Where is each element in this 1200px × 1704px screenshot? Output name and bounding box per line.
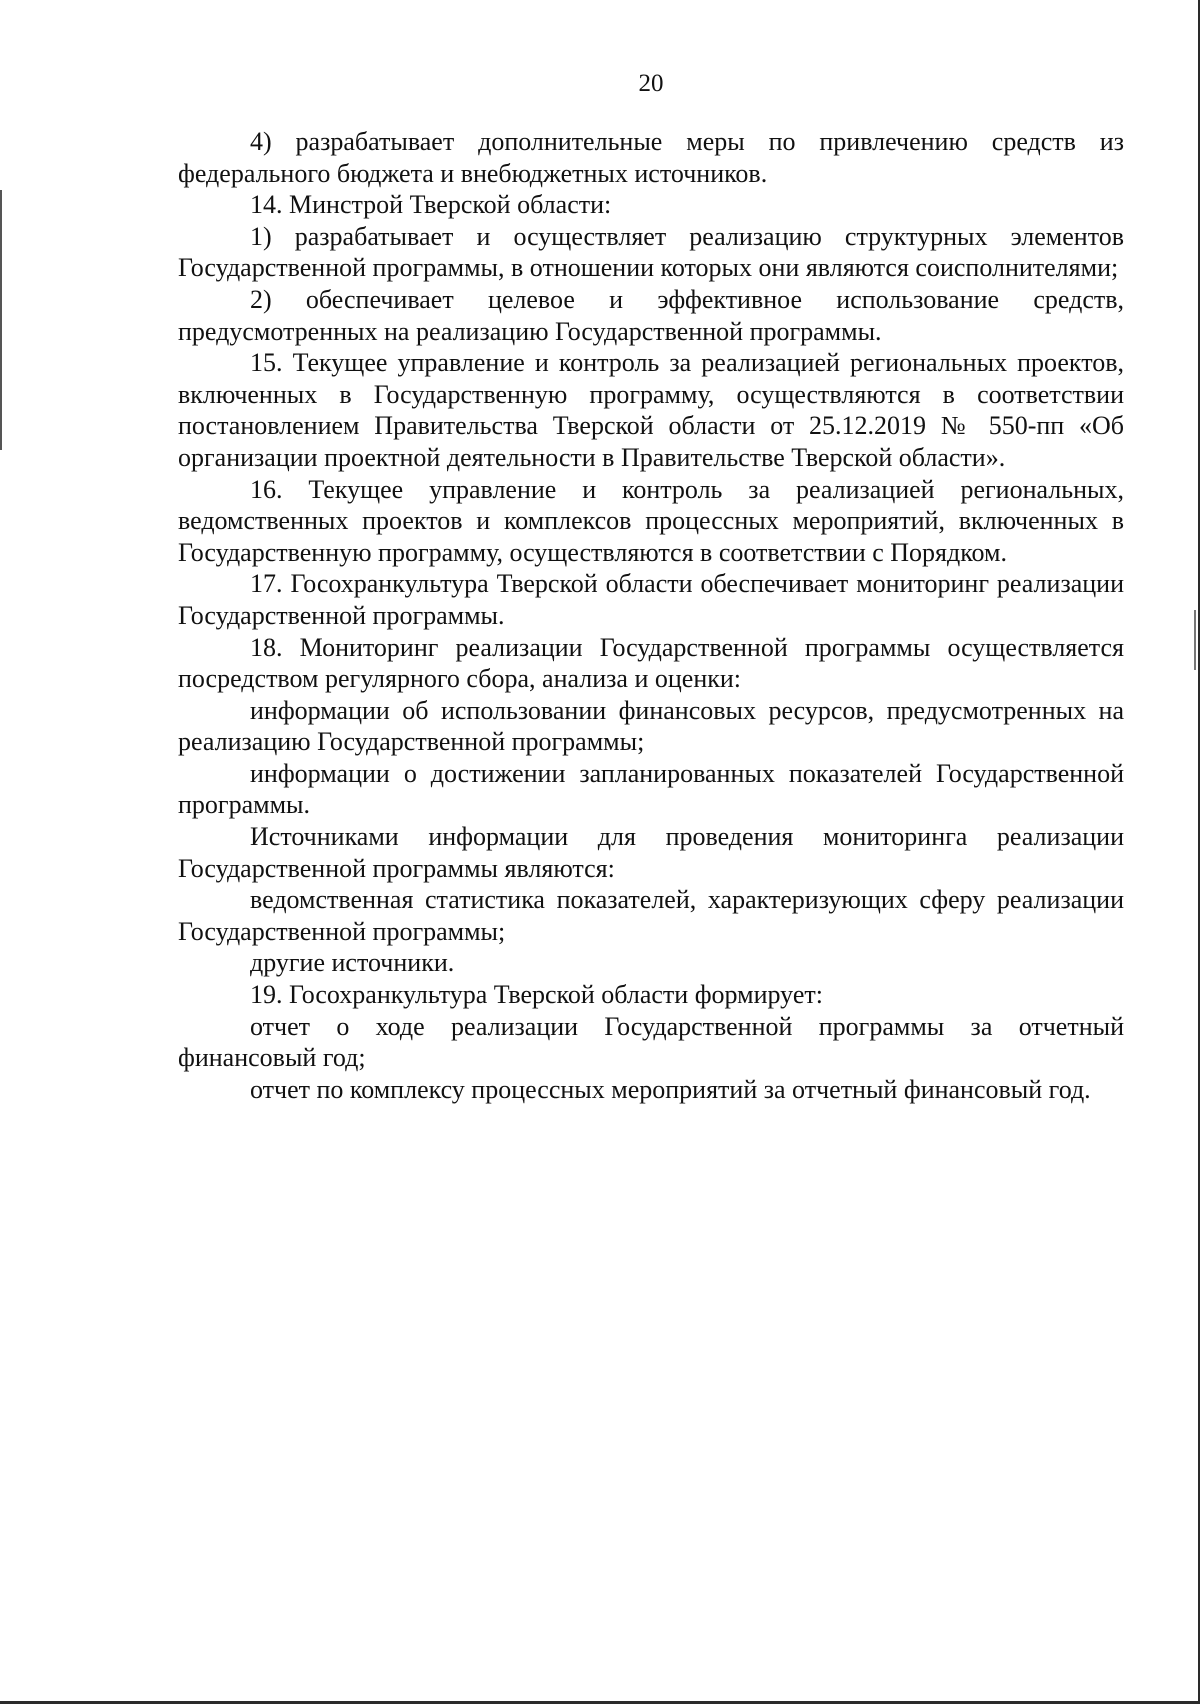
paragraph-info-sources: Источниками информации для проведения мониторинга реализации Государственной программы являются: (178, 822, 1124, 883)
paragraph-section-14: 14. Минстрой Тверской области: (250, 190, 612, 220)
paragraph-source-other: другие источники. (250, 948, 455, 978)
scan-edge-mark (0, 190, 2, 450)
page-number: 20 (638, 70, 664, 97)
paragraph-item-1: 1) разрабатывает и осуществляет реализацию структурных элементов Государственной программы, в отношении которых они являются соисполнителями; (178, 221, 1124, 283)
paragraph-section-17: 17. Госохранкультура Тверской области обеспечивает мониторинг реализации Государственной программы. (178, 569, 1124, 630)
document-body (178, 126, 1124, 1105)
paragraph-source-statistics: ведомственная статистика показателей, характеризующих сферу реализации Государственной программы; (178, 885, 1124, 946)
paragraph-section-18: 18. Мониторинг реализации Государственной программы осуществляется посредством регулярного сбора, анализа и оценки: (178, 632, 1124, 694)
paragraph-monitoring-finance: информации об использовании финансовых ресурсов, предусмотренных на реализацию Государственной программы; (178, 695, 1124, 757)
paragraph-report-complex: отчет по комплексу процессных мероприятий за отчетный финансовый год. (250, 1074, 1091, 1104)
paragraph-item-4: 4) разрабатывает дополнительные меры по привлечению средств из федерального бюджета и внебюджетных источников. (178, 127, 1124, 188)
paragraph-item-2: 2) обеспечивает целевое и эффективное использование средств, предусмотренных на реализацию Государственной программы. (178, 284, 1124, 346)
paragraph-report-program: отчет о ходе реализации Государственной программы за отчетный финансовый год; (178, 1011, 1124, 1073)
paragraph-section-15: 15. Текущее управление и контроль за реализацией региональных проектов, включенных в Государственную программу, осуществляются в соответствии постановлением Правительства Тверской области от 25.12.2019 № 550-пп «Об организации проектной деятельности в Правительстве Тверской области». (178, 348, 1124, 472)
paragraph-monitoring-indicators: информации о достижении запланированных показателей Государственной программы. (178, 758, 1124, 820)
scan-edge-mark (1194, 610, 1196, 670)
paragraph-section-16: 16. Текущее управление и контроль за реализацией региональных, ведомственных проектов и комплексов процессных мероприятий, включенных в Государственную программу, осуществляются в соответствии с Порядком. (178, 474, 1124, 567)
paragraph-section-19: 19. Госохранкультура Тверской области формирует: (250, 980, 823, 1010)
